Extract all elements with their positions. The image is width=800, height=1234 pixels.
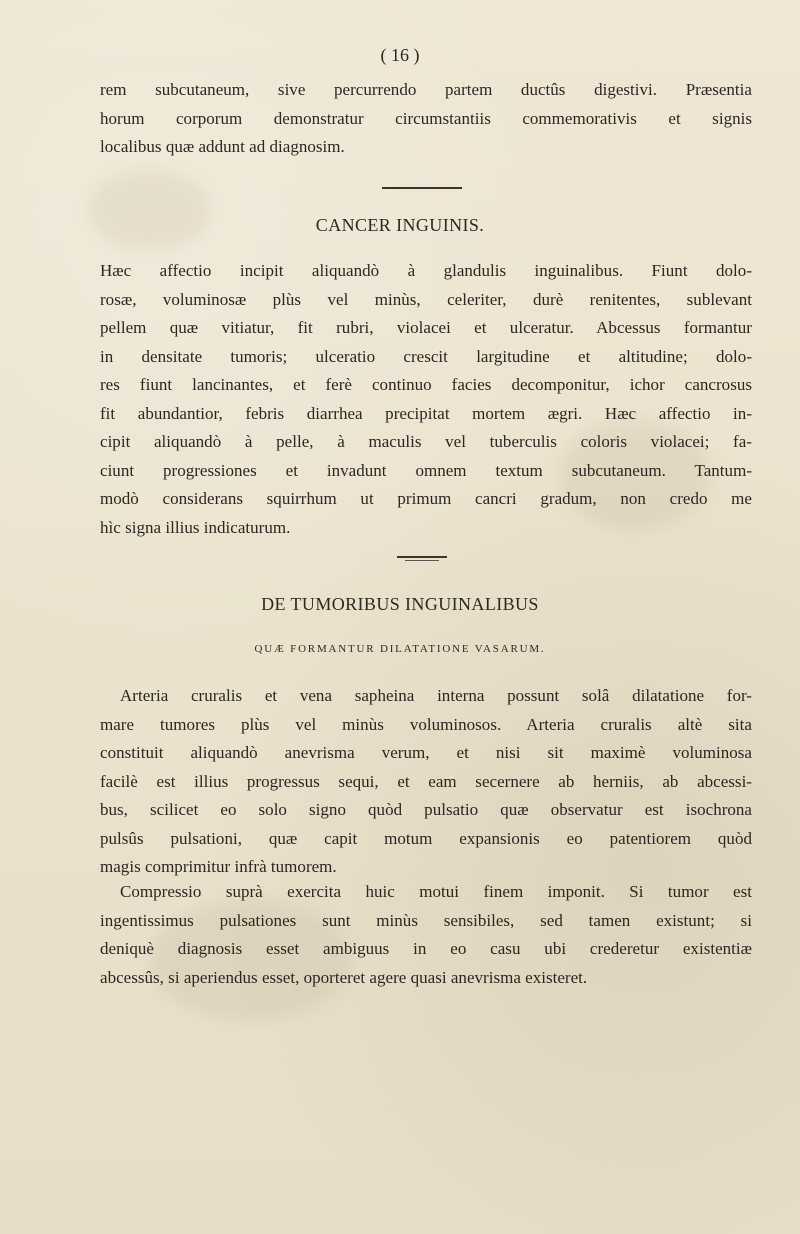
section-divider — [382, 187, 462, 189]
tumoribus-paragraph-1 — [100, 682, 752, 882]
page-number: ( 16 ) — [380, 45, 420, 65]
text-line: localibus quæ addunt ad diagnosim. — [100, 137, 345, 156]
text-line: rem subcutaneum, sive percurrendo partem ductûs digestivi. Præsentia — [100, 80, 752, 99]
text-line: mare tumores plùs vel minùs voluminosos. Arteria cruralis altè sita — [100, 714, 752, 734]
text-line: Compressio suprà exercita huic motui finem imponit. Si tumor est — [120, 882, 752, 901]
text-line: facilè est illius progressus sequi, et eam secernere ab herniis, ab abcessi- — [100, 771, 752, 791]
text-line: fit abundantior, febris diarrhea precipitat mortem ægri. Hæc affectio in- — [100, 403, 752, 423]
text-line: hìc signa illius indicaturum. — [100, 517, 291, 537]
text-line: deniquè diagnosis esset ambiguus in eo casu ubi crederetur existentiæ — [100, 939, 752, 958]
tumoribus-paragraph-2 — [100, 878, 752, 992]
text-line: constituit aliquandò anevrisma verum, et nisi sit maximè voluminosa — [100, 743, 752, 762]
text-line: Hæc affectio incipit aliquandò à glandulis inguinalibus. Fiunt dolo- — [100, 261, 752, 280]
text-line: Arteria cruralis et vena sapheina interna possunt solâ dilatatione for- — [120, 686, 752, 705]
section-subtitle: QUÆ FORMANTUR DILATATIONE VASARUM. — [254, 643, 546, 655]
paper-stain — [90, 170, 210, 250]
text-line: ciunt progressiones et invadunt omnem textum subcutaneum. Tantum- — [100, 460, 752, 480]
text-line: horum corporum demonstratur circumstantiis commemorativis et signis — [100, 108, 752, 128]
section-divider — [397, 556, 447, 558]
text-line: cipit aliquandò à pelle, à maculis vel tuberculis coloris violacei; fa- — [100, 432, 752, 451]
section-title-cancer: CANCER INGUINIS. — [315, 215, 485, 235]
intro-paragraph — [100, 76, 752, 162]
text-line: rosæ, voluminosæ plùs vel minùs, celeriter, durè renitentes, sublevant — [100, 289, 752, 309]
text-line: pellem quæ vitiatur, fit rubri, violacei et ulceratur. Abcessus formantur — [100, 318, 752, 337]
text-line: ingentissimus pulsationes sunt minùs sensibiles, sed tamen existunt; si — [100, 910, 752, 930]
text-line: bus, scilicet eo solo signo quòd pulsatio quæ observatur est isochrona — [100, 800, 752, 819]
text-line: pulsûs pulsationi, quæ capit motum expansionis eo patentiorem quòd — [100, 828, 752, 848]
text-line: abcessûs, si aperiendus esset, oporteret agere quasi anevrisma existeret. — [100, 967, 588, 987]
section-title-tumoribus: DE TUMORIBUS INGUINALIBUS — [261, 594, 539, 614]
text-line: res fiunt lancinantes, et ferè continuo facies decomponitur, ichor cancrosus — [100, 375, 752, 394]
text-line: magis comprimitur infrà tumorem. — [100, 857, 337, 876]
cancer-paragraph — [100, 257, 752, 542]
text-line: in densitate tumoris; ulceratio crescit largitudine et altitudine; dolo- — [100, 346, 752, 366]
text-line: modò considerans squirrhum ut primum cancri gradum, non credo me — [100, 489, 752, 508]
